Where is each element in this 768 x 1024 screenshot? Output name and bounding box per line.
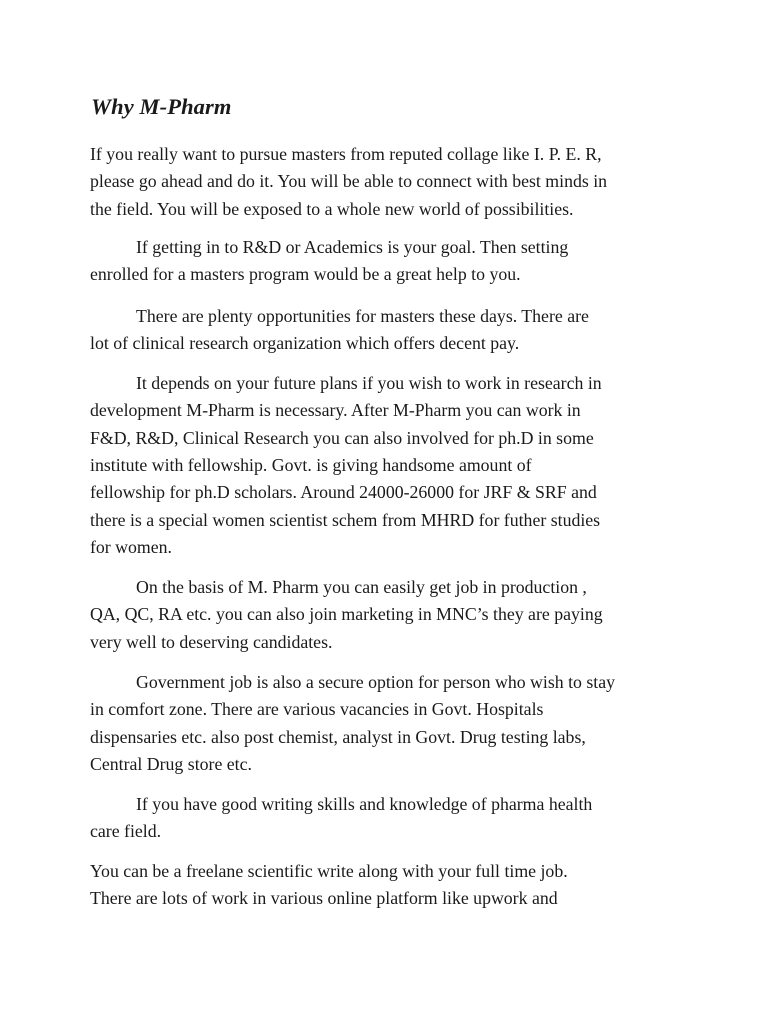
- text-line: If you have good writing skills and knowledge of pharma health: [136, 794, 593, 814]
- text-line: institute with fellowship. Govt. is giving handsome amount of: [90, 454, 532, 475]
- text-line: There are lots of work in various online platform like upwork and: [90, 888, 558, 909]
- text-line: very well to deserving candidates.: [90, 631, 333, 652]
- text-line: lot of clinical research organization which offers decent pay.: [90, 333, 520, 354]
- text-line: development M-Pharm is necessary. After M-Pharm you can work in: [90, 400, 581, 421]
- text-line: On the basis of M. Pharm you can easily get job in production ,: [136, 577, 587, 597]
- text-line: There are plenty opportunities for masters these days. There are: [136, 306, 589, 326]
- text-line: there is a special women scientist schem from MHRD for futher studies: [90, 509, 601, 530]
- text-line: for women.: [90, 536, 172, 557]
- text-line: It depends on your future plans if you wish to work in research in: [136, 373, 602, 393]
- text-line: F&D, R&D, Clinical Research you can also involved for ph.D in some: [90, 427, 594, 448]
- text-line: fellowship for ph.D scholars. Around 24000-26000 for JRF & SRF and: [90, 482, 597, 503]
- text-line: enrolled for a masters program would be a great help to you.: [90, 264, 521, 285]
- text-line: If getting in to R&D or Academics is your goal. Then setting: [136, 237, 569, 257]
- text-line: care field.: [90, 821, 162, 842]
- text-line: Government job is also a secure option for person who wish to stay: [136, 672, 616, 692]
- text-line: in comfort zone. There are various vacancies in Govt. Hospitals: [90, 699, 544, 720]
- text-line: QA, QC, RA etc. you can also join marketing in MNC’s they are paying: [90, 604, 603, 625]
- page-title: Why M-Pharm: [91, 94, 232, 119]
- text-line: please go ahead and do it. You will be able to connect with best minds in: [90, 171, 608, 192]
- text-line: Central Drug store etc.: [90, 753, 252, 774]
- text-line: the field. You will be exposed to a whole new world of possibilities.: [90, 198, 574, 219]
- text-line: dispensaries etc. also post chemist, analyst in Govt. Drug testing labs,: [90, 726, 586, 747]
- text-line: You can be a freelane scientific write along with your full time job.: [90, 861, 568, 881]
- text-line: If you really want to pursue masters from reputed collage like I. P. E. R,: [90, 144, 602, 164]
